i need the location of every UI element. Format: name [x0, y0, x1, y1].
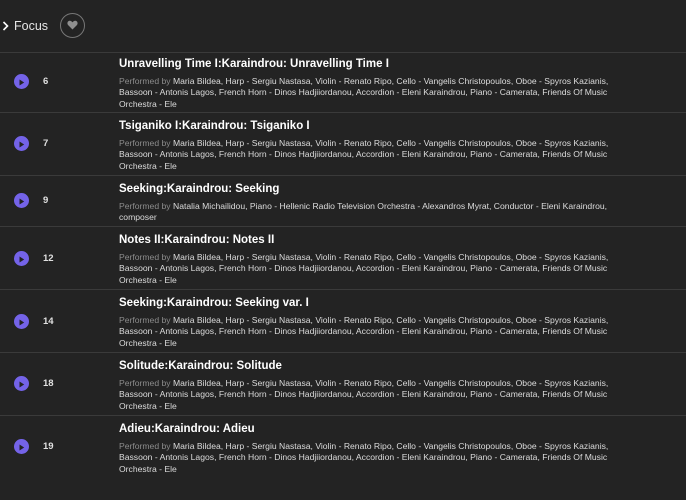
track-number: 9: [43, 195, 49, 206]
track-title[interactable]: Solitude:Karaindrou: Solitude: [119, 360, 282, 372]
performers-text: Maria Bildea, Harp - Sergiu Nastasa, Violin - Renato Ripo, Cello - Vangelis Christopoulos, Oboe - Spyros Kazianis, Bassoon - Antonis Lagos, French Horn - Dinos Hadjiiordanou, Accordion - Eleni Karaindrou, Piano - Camerata, Friends Of Music Orchestra - Ele: [119, 315, 609, 348]
track-row[interactable]: [0, 175, 686, 226]
track-number: 19: [43, 441, 54, 452]
track-title[interactable]: Seeking:Karaindrou: Seeking var. I: [119, 297, 309, 309]
play-button[interactable]: [14, 136, 29, 151]
performed-by-label: Performed by: [119, 315, 171, 325]
track-info: [119, 296, 629, 349]
track-number: 18: [43, 378, 54, 389]
track-title[interactable]: Seeking:Karaindrou: Seeking: [119, 183, 280, 195]
play-icon: [18, 135, 25, 153]
play-icon: [18, 438, 25, 456]
track-performers: [119, 252, 629, 286]
track-performers: [119, 138, 629, 172]
track-performers: [119, 378, 629, 412]
track-info: [119, 119, 629, 172]
track-row[interactable]: [0, 52, 686, 112]
play-button[interactable]: [14, 74, 29, 89]
track-info: [119, 422, 629, 475]
track-number: 14: [43, 316, 54, 327]
track-row[interactable]: [0, 112, 686, 175]
performers-text: Maria Bildea, Harp - Sergiu Nastasa, Violin - Renato Ripo, Cello - Vangelis Christopoulos, Oboe - Spyros Kazianis, Bassoon - Antonis Lagos, French Horn - Dinos Hadjiiordanou, Accordion - Eleni Karaindrou, Piano - Camerata, Friends Of Music Orchestra - Ele: [119, 441, 609, 474]
performed-by-label: Performed by: [119, 138, 171, 148]
section-title[interactable]: Focus: [14, 19, 49, 33]
track-number: 7: [43, 138, 49, 149]
performed-by-label: Performed by: [119, 201, 171, 211]
track-info: [119, 57, 629, 110]
track-info: [119, 233, 629, 286]
track-row[interactable]: [0, 289, 686, 352]
track-number: 12: [43, 253, 54, 264]
section-header: [0, 0, 686, 52]
play-button[interactable]: [14, 439, 29, 454]
performers-text: Maria Bildea, Harp - Sergiu Nastasa, Violin - Renato Ripo, Cello - Vangelis Christopoulos, Oboe - Spyros Kazianis, Bassoon - Antonis Lagos, French Horn - Dinos Hadjiiordanou, Accordion - Eleni Karaindrou, Piano - Camerata, Friends Of Music Orchestra - Ele: [119, 252, 609, 285]
track-title[interactable]: Tsiganiko I:Karaindrou: Tsiganiko I: [119, 120, 310, 132]
track-title[interactable]: Adieu:Karaindrou: Adieu: [119, 423, 255, 435]
track-row[interactable]: [0, 352, 686, 415]
track-number: 6: [43, 76, 49, 87]
track-info: [119, 359, 629, 412]
track-performers: [119, 76, 629, 110]
track-performers: [119, 315, 629, 349]
heart-icon: [67, 17, 78, 35]
performed-by-label: Performed by: [119, 252, 171, 262]
favorite-button[interactable]: [60, 13, 85, 38]
play-icon: [18, 375, 25, 393]
play-icon: [18, 313, 25, 331]
performers-text: Maria Bildea, Harp - Sergiu Nastasa, Violin - Renato Ripo, Cello - Vangelis Christopoulos, Oboe - Spyros Kazianis, Bassoon - Antonis Lagos, French Horn - Dinos Hadjiiordanou, Accordion - Eleni Karaindrou, Piano - Camerata, Friends Of Music Orchestra - Ele: [119, 76, 609, 109]
play-button[interactable]: [14, 251, 29, 266]
performers-text: Maria Bildea, Harp - Sergiu Nastasa, Violin - Renato Ripo, Cello - Vangelis Christopoulos, Oboe - Spyros Kazianis, Bassoon - Antonis Lagos, French Horn - Dinos Hadjiiordanou, Accordion - Eleni Karaindrou, Piano - Camerata, Friends Of Music Orchestra - Ele: [119, 378, 609, 411]
track-title[interactable]: Notes II:Karaindrou: Notes II: [119, 234, 275, 246]
play-icon: [18, 73, 25, 91]
track-info: [119, 182, 629, 224]
performers-text: Natalia Michailidou, Piano - Hellenic Radio Television Orchestra - Alexandros Myrat, Conductor - Eleni Karaindrou, composer: [119, 201, 608, 223]
track-row[interactable]: [0, 415, 686, 479]
performed-by-label: Performed by: [119, 441, 171, 451]
track-list: [0, 52, 686, 479]
performers-text: Maria Bildea, Harp - Sergiu Nastasa, Violin - Renato Ripo, Cello - Vangelis Christopoulos, Oboe - Spyros Kazianis, Bassoon - Antonis Lagos, French Horn - Dinos Hadjiiordanou, Accordion - Eleni Karaindrou, Piano - Camerata, Friends Of Music Orchestra - Ele: [119, 138, 609, 171]
play-icon: [18, 192, 25, 210]
track-performers: [119, 201, 629, 224]
performed-by-label: Performed by: [119, 76, 171, 86]
play-button[interactable]: [14, 314, 29, 329]
play-button[interactable]: [14, 376, 29, 391]
performed-by-label: Performed by: [119, 378, 171, 388]
track-title[interactable]: Unravelling Time I:Karaindrou: Unravelling Time I: [119, 58, 389, 70]
play-icon: [18, 250, 25, 268]
chevron-right-icon[interactable]: [0, 18, 10, 34]
play-button[interactable]: [14, 193, 29, 208]
track-performers: [119, 441, 629, 475]
track-row[interactable]: [0, 226, 686, 289]
